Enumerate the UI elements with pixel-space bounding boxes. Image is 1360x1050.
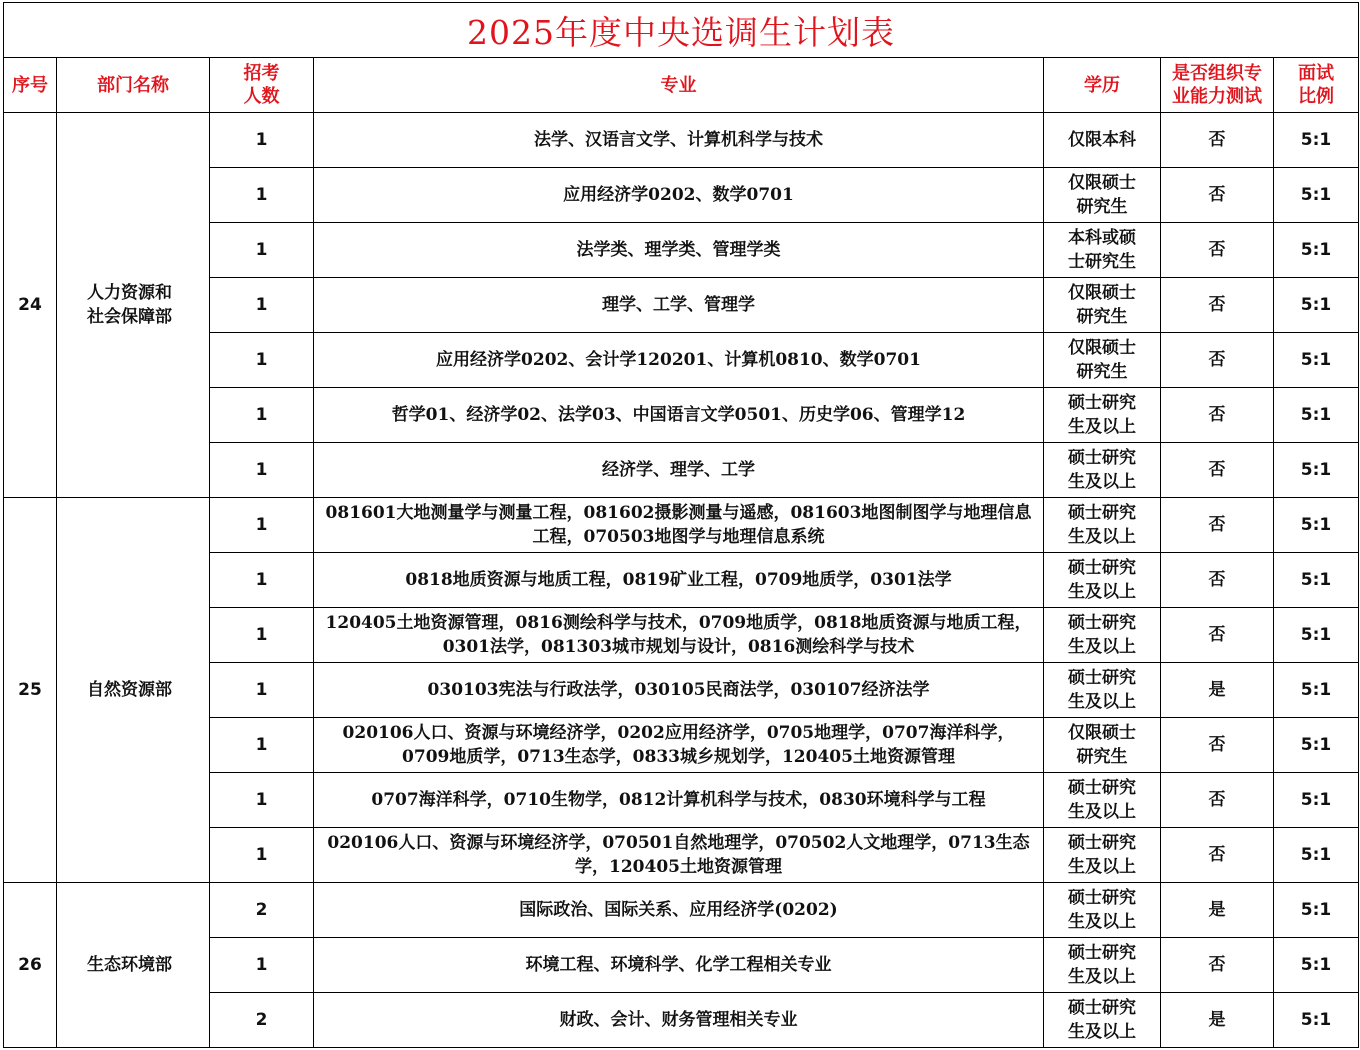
header-dept: 部门名称 [57, 58, 210, 113]
cell-major: 120405土地资源管理，0816测绘科学与技术，0709地质学，0818地质资源与地质工程，0301法学，081303城市规划与设计，0816测绘科学与技术 [314, 608, 1044, 663]
cell-education: 硕士研究 生及以上 [1044, 498, 1161, 553]
plan-table [3, 2, 1359, 1048]
cell-ratio: 5:1 [1274, 443, 1359, 498]
cell-major: 020106人口、资源与环境经济学，070501自然地理学，070502人文地理学，0713生态学，120405土地资源管理 [314, 828, 1044, 883]
header-seq: 序号 [4, 58, 57, 113]
cell-major: 法学类、理学类、管理学类 [314, 223, 1044, 278]
cell-count: 1 [210, 938, 314, 993]
cell-major: 应用经济学0202、会计学120201、计算机0810、数学0701 [314, 333, 1044, 388]
cell-test: 否 [1161, 333, 1274, 388]
cell-ratio: 5:1 [1274, 333, 1359, 388]
cell-test: 否 [1161, 388, 1274, 443]
cell-count: 1 [210, 388, 314, 443]
cell-education: 硕士研究 生及以上 [1044, 443, 1161, 498]
header-test: 是否组织专 业能力测试 [1161, 58, 1274, 113]
table-title: 2025年度中央选调生计划表 [4, 3, 1359, 58]
cell-major: 030103宪法与行政法学，030105民商法学，030107经济法学 [314, 663, 1044, 718]
cell-education: 硕士研究 生及以上 [1044, 828, 1161, 883]
cell-ratio: 5:1 [1274, 663, 1359, 718]
cell-education: 仅限硕士 研究生 [1044, 168, 1161, 223]
cell-test: 否 [1161, 828, 1274, 883]
cell-ratio: 5:1 [1274, 773, 1359, 828]
header-education: 学历 [1044, 58, 1161, 113]
cell-ratio: 5:1 [1274, 553, 1359, 608]
cell-major: 环境工程、环境科学、化学工程相关专业 [314, 938, 1044, 993]
cell-count: 1 [210, 608, 314, 663]
cell-seq: 26 [4, 883, 57, 1048]
cell-major: 应用经济学0202、数学0701 [314, 168, 1044, 223]
cell-education: 硕士研究 生及以上 [1044, 608, 1161, 663]
cell-ratio: 5:1 [1274, 278, 1359, 333]
cell-major: 0818地质资源与地质工程，0819矿业工程，0709地质学，0301法学 [314, 553, 1044, 608]
table-row [4, 883, 1359, 938]
cell-test: 是 [1161, 663, 1274, 718]
cell-count: 2 [210, 993, 314, 1048]
cell-ratio: 5:1 [1274, 883, 1359, 938]
title-row [4, 3, 1359, 58]
header-row [4, 58, 1359, 113]
cell-seq: 25 [4, 498, 57, 883]
cell-test: 是 [1161, 993, 1274, 1048]
cell-education: 硕士研究 生及以上 [1044, 663, 1161, 718]
cell-major: 081601大地测量学与测量工程，081602摄影测量与遥感，081603地图制图学与地理信息工程，070503地图学与地理信息系统 [314, 498, 1044, 553]
header-count: 招考 人数 [210, 58, 314, 113]
cell-count: 1 [210, 278, 314, 333]
cell-major: 0707海洋科学，0710生物学，0812计算机科学与技术，0830环境科学与工程 [314, 773, 1044, 828]
cell-ratio: 5:1 [1274, 498, 1359, 553]
cell-major: 经济学、理学、工学 [314, 443, 1044, 498]
cell-major: 理学、工学、管理学 [314, 278, 1044, 333]
cell-major: 法学、汉语言文学、计算机科学与技术 [314, 113, 1044, 168]
cell-major: 财政、会计、财务管理相关专业 [314, 993, 1044, 1048]
cell-test: 否 [1161, 773, 1274, 828]
cell-ratio: 5:1 [1274, 993, 1359, 1048]
plan-sheet [3, 2, 1358, 1048]
cell-education: 本科或硕 士研究生 [1044, 223, 1161, 278]
cell-test: 否 [1161, 113, 1274, 168]
header-ratio: 面试 比例 [1274, 58, 1359, 113]
cell-test: 否 [1161, 278, 1274, 333]
cell-education: 仅限硕士 研究生 [1044, 278, 1161, 333]
cell-education: 硕士研究 生及以上 [1044, 773, 1161, 828]
cell-education: 硕士研究 生及以上 [1044, 388, 1161, 443]
cell-test: 否 [1161, 443, 1274, 498]
cell-dept: 自然资源部 [57, 498, 210, 883]
cell-education: 硕士研究 生及以上 [1044, 993, 1161, 1048]
table-row [4, 498, 1359, 553]
cell-test: 否 [1161, 608, 1274, 663]
cell-test: 否 [1161, 498, 1274, 553]
cell-education: 硕士研究 生及以上 [1044, 938, 1161, 993]
cell-count: 1 [210, 553, 314, 608]
cell-test: 是 [1161, 883, 1274, 938]
cell-count: 1 [210, 333, 314, 388]
cell-education: 仅限硕士 研究生 [1044, 718, 1161, 773]
cell-count: 1 [210, 168, 314, 223]
cell-ratio: 5:1 [1274, 223, 1359, 278]
cell-major: 020106人口、资源与环境经济学，0202应用经济学，0705地理学，0707海洋科学，0709地质学，0713生态学，0833城乡规划学，120405土地资源管理 [314, 718, 1044, 773]
cell-test: 否 [1161, 553, 1274, 608]
cell-dept: 生态环境部 [57, 883, 210, 1048]
cell-count: 2 [210, 883, 314, 938]
cell-count: 1 [210, 773, 314, 828]
cell-test: 否 [1161, 938, 1274, 993]
cell-ratio: 5:1 [1274, 168, 1359, 223]
cell-count: 1 [210, 113, 314, 168]
cell-seq: 24 [4, 113, 57, 498]
cell-ratio: 5:1 [1274, 388, 1359, 443]
cell-education: 硕士研究 生及以上 [1044, 883, 1161, 938]
cell-test: 否 [1161, 718, 1274, 773]
cell-ratio: 5:1 [1274, 938, 1359, 993]
cell-test: 否 [1161, 223, 1274, 278]
header-major: 专业 [314, 58, 1044, 113]
cell-count: 1 [210, 718, 314, 773]
cell-test: 否 [1161, 168, 1274, 223]
cell-dept: 人力资源和 社会保障部 [57, 113, 210, 498]
cell-count: 1 [210, 498, 314, 553]
cell-ratio: 5:1 [1274, 113, 1359, 168]
cell-ratio: 5:1 [1274, 718, 1359, 773]
cell-ratio: 5:1 [1274, 828, 1359, 883]
cell-count: 1 [210, 223, 314, 278]
cell-count: 1 [210, 443, 314, 498]
cell-education: 硕士研究 生及以上 [1044, 553, 1161, 608]
table-row [4, 113, 1359, 168]
cell-count: 1 [210, 663, 314, 718]
cell-count: 1 [210, 828, 314, 883]
cell-ratio: 5:1 [1274, 608, 1359, 663]
cell-major: 哲学01、经济学02、法学03、中国语言文学0501、历史学06、管理学12 [314, 388, 1044, 443]
cell-major: 国际政治、国际关系、应用经济学(0202) [314, 883, 1044, 938]
cell-education: 仅限硕士 研究生 [1044, 333, 1161, 388]
cell-education: 仅限本科 [1044, 113, 1161, 168]
